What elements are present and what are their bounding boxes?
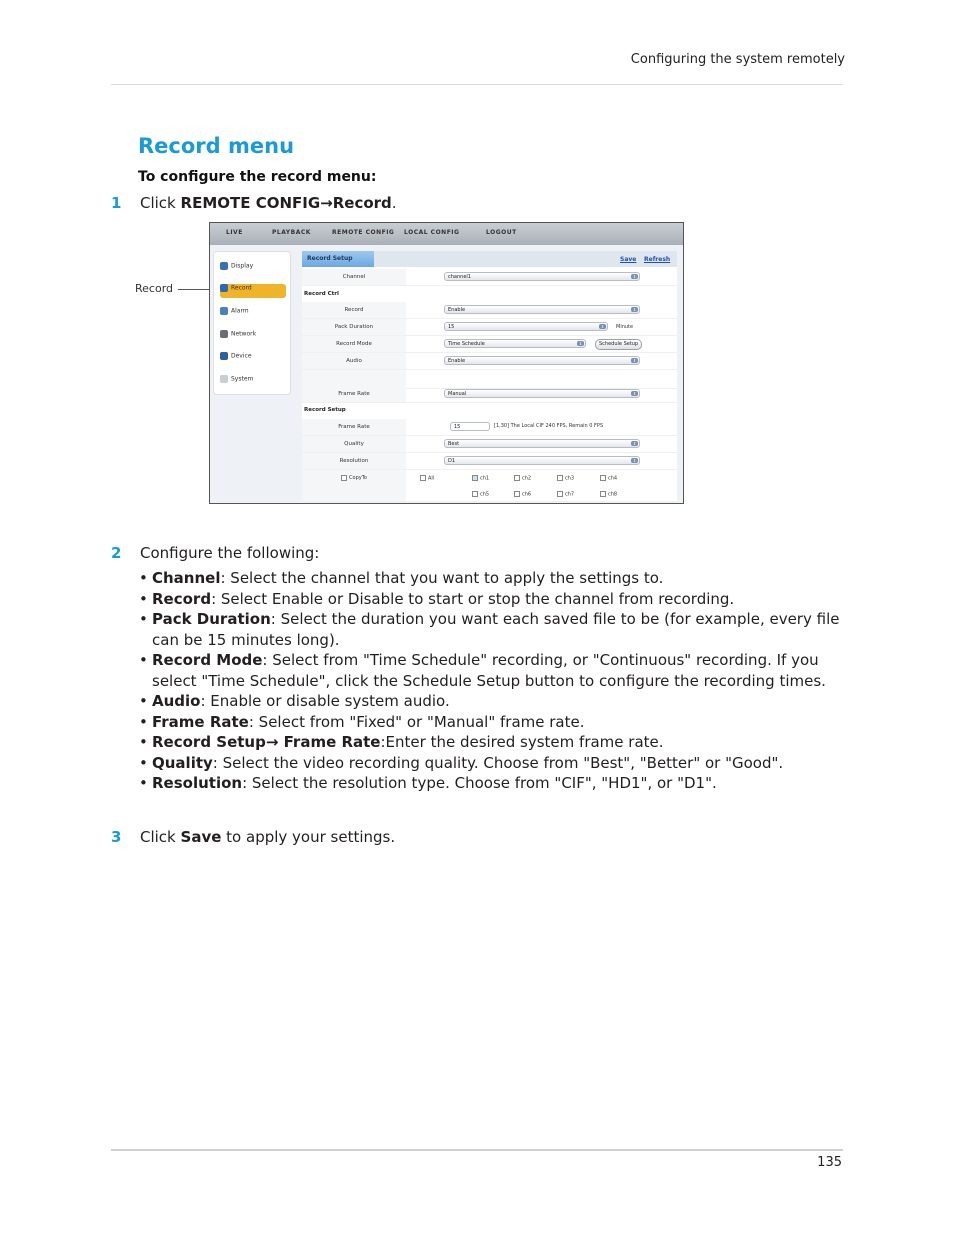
ch6-checkbox[interactable]: ch6 [514,491,531,498]
settings-list [139,568,842,794]
schedule-setup-button[interactable]: Schedule Setup [595,339,642,350]
updown-icon: ⇕ [632,458,637,463]
list-item: • Resolution: Select the resolution type. Choose from "CIF", "HD1", or "D1". [139,774,717,792]
copyto-checkbox[interactable]: CopyTo [341,475,367,481]
step-number: 2 [111,544,122,562]
record-setup-heading: Record Setup [304,407,346,413]
section-title: Record menu [138,134,295,158]
procedure-heading: To configure the record menu: [138,169,377,185]
pack-duration-row: Pack Duration 15 ⇕ Minute [302,319,677,336]
audio-select[interactable]: Enable ⇕ [444,356,640,365]
record-mode-row: Record Mode Time Schedule ⇕ Schedule Setup [302,336,677,353]
frame-rate-row: Frame Rate Manual ⇕ [302,386,677,403]
record-setup-screenshot [209,222,684,504]
nav-local-config[interactable]: LOCAL CONFIG [404,229,460,236]
step-1 [111,194,811,214]
step-text: Configure the following: [140,544,320,562]
channel-row: Channel channel1 ⇕ [302,269,677,286]
frame-rate-select[interactable]: Manual ⇕ [444,389,640,398]
updown-icon: ⇕ [632,307,637,312]
nav-logout[interactable]: LOGOUT [486,229,517,236]
step-3 [111,828,811,848]
step-number: 1 [111,194,122,212]
list-item: • Pack Duration: Select the duration you want each saved file to be (for example, every file can be 15 minutes long). [139,610,840,649]
frame-rate-note: [1,30] The Local CIF 240 FPS, Remain 0 FPS [494,423,604,429]
resolution-select[interactable]: D1 ⇕ [444,456,640,465]
pack-duration-select[interactable]: 15 ⇕ [444,322,608,331]
updown-icon: ⇕ [632,391,637,396]
step-2 [111,544,811,564]
sidebar-item-network[interactable]: Network [220,330,286,344]
quality-row: Quality Best ⇕ [302,436,677,453]
frame-rate-input[interactable]: 15 [450,422,490,431]
copy-to-row [302,470,677,502]
quality-select[interactable]: Best ⇕ [444,439,640,448]
all-checkbox[interactable]: All [420,475,434,482]
step-number: 3 [111,828,122,846]
list-item: • Audio: Enable or disable system audio. [139,692,450,710]
ch3-checkbox[interactable]: ch3 [557,475,574,482]
updown-icon: ⇕ [600,324,605,329]
resolution-row: Resolution D1 ⇕ [302,453,677,470]
list-item: • Record Setup→ Frame Rate:Enter the desired system frame rate. [139,733,664,751]
record-ctrl-heading: Record Ctrl [304,291,339,297]
ch4-checkbox[interactable]: ch4 [600,475,617,482]
footer-rule [111,1149,843,1151]
page-number: 135 [817,1155,842,1170]
sidebar-item-record[interactable]: Record [220,284,286,298]
list-item: • Record Mode: Select from "Time Schedule" recording, or "Continuous" recording. If you select "Time Schedule", click the Schedule Setup button to configure the recording times. [139,651,826,690]
step-text: Click Save to apply your settings. [140,828,396,846]
record-setup-panel [302,251,677,501]
ch5-checkbox[interactable]: ch5 [472,491,489,498]
updown-icon: ⇕ [632,274,637,279]
config-sidebar [213,251,291,395]
ch1-checkbox[interactable]: ch1 [472,475,489,482]
alarm-icon [220,307,228,315]
ch7-checkbox[interactable]: ch7 [557,491,574,498]
callout-label: Record [135,282,174,295]
header-rule [111,84,843,85]
list-item: • Quality: Select the video recording quality. Choose from "Best", "Better" or "Good". [139,753,784,772]
step-text: Click REMOTE CONFIG→Record. [140,194,397,212]
network-icon [220,330,228,338]
list-item: • Channel: Select the channel that you want to apply the settings to. [139,569,664,587]
ch8-checkbox[interactable]: ch8 [600,491,617,498]
record-select[interactable]: Enable ⇕ [444,305,640,314]
channel-select[interactable]: channel1 ⇕ [444,272,640,281]
audio-row: Audio Enable ⇕ [302,353,677,370]
record-icon [220,284,228,292]
record-frame-rate-row: Frame Rate 15 [1,30] The Local CIF 240 FPS, Remain 0 FPS [302,419,677,436]
sidebar-item-display[interactable]: Display [220,262,286,276]
pack-unit: Minute [616,324,634,330]
sidebar-item-device[interactable]: Device [220,352,286,366]
nav-live[interactable]: LIVE [226,229,243,236]
nav-remote-config[interactable]: REMOTE CONFIG [332,229,395,236]
refresh-link[interactable]: Refresh [644,256,671,263]
arrow-icon: → [320,194,333,212]
device-icon [220,352,228,360]
record-mode-select[interactable]: Time Schedule ⇕ [444,339,586,348]
list-item: • Record: Select Enable or Disable to start or stop the channel from recording. [139,589,735,608]
top-nav [210,223,683,245]
record-row: Record Enable ⇕ [302,302,677,319]
tab-record-setup[interactable]: Record Setup [302,251,374,267]
ch2-checkbox[interactable]: ch2 [514,475,531,482]
running-header: Configuring the system remotely [630,52,845,67]
sidebar-item-system[interactable]: System [220,375,286,389]
nav-playback[interactable]: PLAYBACK [272,229,311,236]
updown-icon: ⇕ [632,358,637,363]
updown-icon: ⇕ [632,441,637,446]
system-icon [220,375,228,383]
list-item: • Frame Rate: Select from "Fixed" or "Manual" frame rate. [139,712,585,731]
updown-icon: ⇕ [578,341,583,346]
home-icon [220,262,228,270]
sidebar-item-alarm[interactable]: Alarm [220,307,286,321]
save-link[interactable]: Save [620,256,637,263]
